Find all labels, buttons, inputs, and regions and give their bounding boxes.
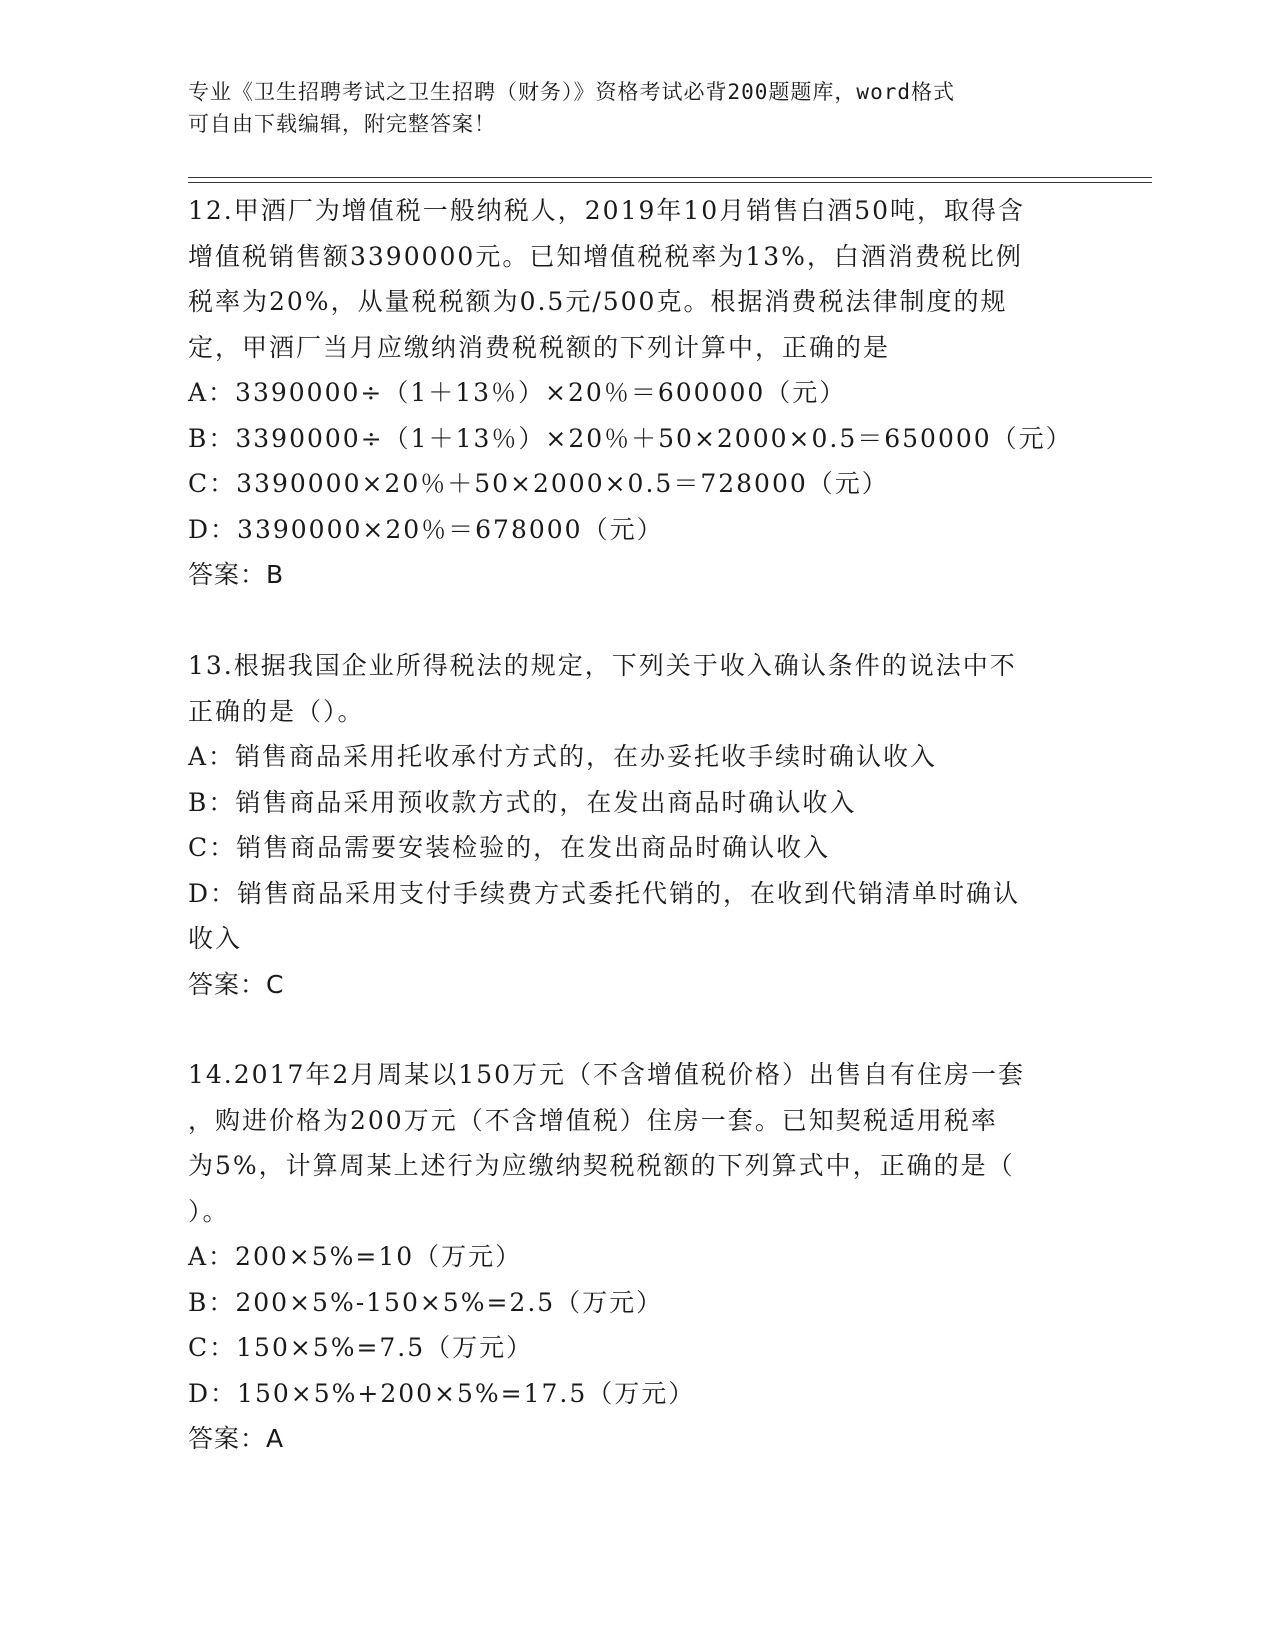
option-a: A：销售商品采用托收承付方式的，在办妥托收手续时确认收入 (188, 742, 938, 771)
question-stem-line: 税率为20%，从量税税额为0.5元/500克。根据消费税法律制度的规 (188, 287, 1008, 316)
option-a: A：200×5%=10（万元） (188, 1242, 523, 1271)
option-d-continued: 收入 (188, 924, 243, 953)
question-12 (188, 188, 1088, 598)
question-stem-line: 正确的是（）。 (188, 696, 365, 726)
question-stem-line: 定，甲酒厂当月应缴纳消费税税额的下列计算中，正确的是 (188, 332, 891, 362)
option-c: C：150×5%=7.5（万元） (188, 1333, 534, 1362)
option-d: D：150×5%+200×5%=17.5（万元） (188, 1378, 696, 1408)
question-stem-line: 增值税销售额3390000元。已知增值税税率为13%，白酒消费税比例 (188, 241, 1023, 271)
header-line-2: 可自由下载编辑，附完整答案！ (188, 112, 496, 136)
question-stem-line: 14.2017年2月周某以150万元（不含增值税价格）出售自有住房一套 (188, 1060, 1026, 1089)
header-divider-bottom (188, 182, 1152, 183)
question-14 (188, 1052, 1088, 1462)
answer-label: 答案：B (188, 560, 285, 589)
option-d: D：3390000×20％＝678000（元） (188, 514, 664, 544)
question-stem-line: ，购进价格为200万元（不含增值税）住房一套。已知契税适用税率 (188, 1105, 998, 1135)
option-d: D：销售商品采用支付手续费方式委托代销的，在收到代销清单时确认 (188, 878, 1021, 908)
option-a: A：3390000÷（1＋13％）×20％＝600000（元） (188, 378, 847, 407)
answer-label: 答案：A (188, 1424, 285, 1453)
header-divider-top (188, 177, 1152, 178)
header-line-1: 专业《卫生招聘考试之卫生招聘（财务）》资格考试必背200题题库，word格式 (188, 80, 955, 104)
option-b: B：销售商品采用预收款方式的，在发出商品时确认收入 (188, 787, 857, 817)
option-b: B：3390000÷（1＋13％）×20％＋50×2000×0.5＝650000（元） (188, 423, 1073, 453)
option-b: B：200×5%-150×5%=2.5（万元） (188, 1287, 664, 1317)
answer-label: 答案：C (188, 969, 285, 999)
document-header (188, 76, 1088, 140)
question-stem-line: 13.根据我国企业所得税法的规定，下列关于收入确认条件的说法中不 (188, 651, 1017, 680)
question-13 (188, 643, 1088, 1007)
option-c: C：销售商品需要安装检验的，在发出商品时确认收入 (188, 833, 831, 862)
question-stem-line: ）。 (188, 1196, 230, 1226)
question-stem-line: 为5%，计算周某上述行为应缴纳契税税额的下列算式中，正确的是（ (188, 1151, 1015, 1180)
option-c: C：3390000×20％＋50×2000×0.5＝728000（元） (188, 469, 889, 498)
question-stem-line: 12.甲酒厂为增值税一般纳税人，2019年10月销售白酒50吨，取得含 (188, 196, 1026, 225)
